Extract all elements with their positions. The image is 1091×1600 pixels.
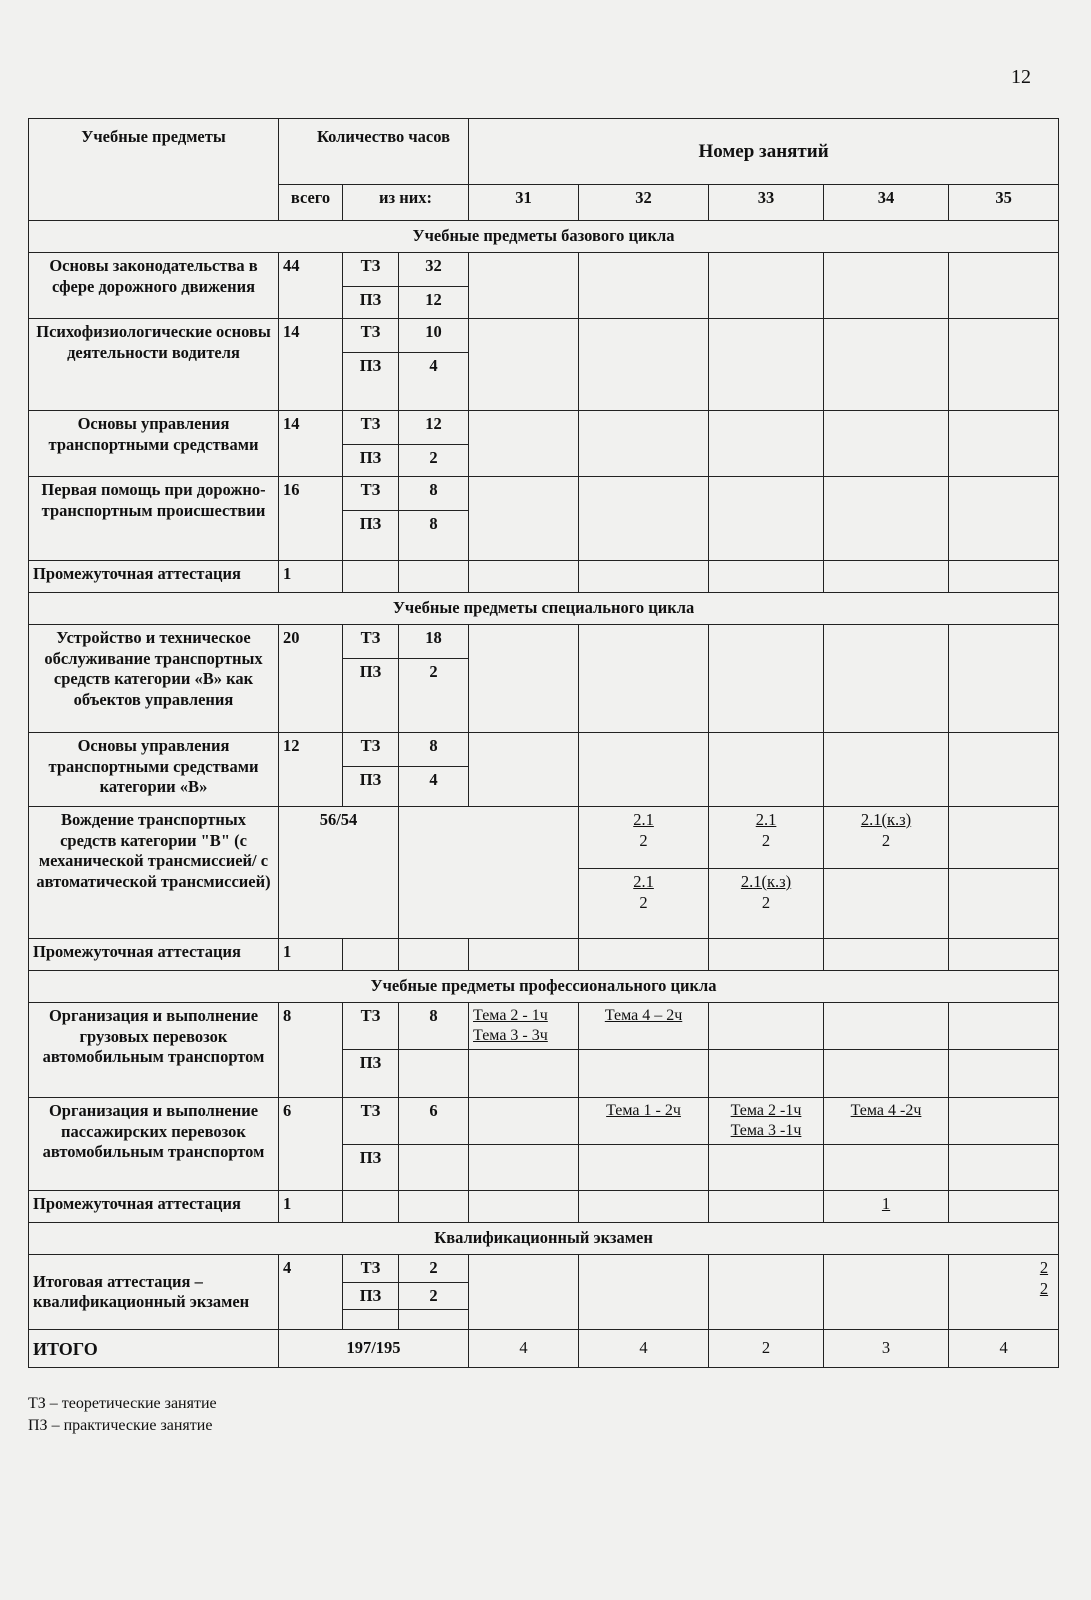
subject-name: Основы законодательства в сфере дорожного движения [29,253,279,319]
lesson-code: 2.1 [755,810,777,829]
subject-name: Итоговая аттестация – квалификационный экзамен [29,1255,279,1330]
lesson-hours: 2 [639,830,648,850]
tz-label: ТЗ [343,253,399,287]
tz-hours: 32 [399,253,469,287]
subject-name: Первая помощь при дорожно-транспортным происшествии [29,477,279,561]
topic-entry: Тема 3 - 3ч [473,1027,548,1044]
subject-name: Организация и выполнение пассажирских перевозок автомобильным транспортом [29,1098,279,1191]
lesson-total: 4 [949,1330,1059,1368]
interim-lesson-value: 1 [881,1194,891,1213]
subject-name: Организация и выполнение грузовых перевозок автомобильным транспортом [29,1003,279,1098]
pz-label: ПЗ [343,659,399,733]
lesson-number: 31 [469,185,579,221]
lesson-schedule-table [28,118,1059,1368]
tz-hours: 10 [399,319,469,353]
header-hours: Количество часов [279,119,469,185]
subject-name: Основы управления транспортными средствами [29,411,279,477]
tz-hours: 8 [399,1003,469,1050]
pz-label: ПЗ [343,1282,399,1310]
subject-name: Основы управления транспортными средствами категории «В» [29,733,279,807]
pz-label: ПЗ [343,1145,399,1191]
lesson-total: 4 [469,1330,579,1368]
subject-name: Устройство и техническое обслуживание транспортных средств категории «В» как объектов управления [29,625,279,733]
tz-hours: 8 [399,733,469,767]
pz-hours: 2 [399,445,469,477]
header-subjects: Учебные предметы [29,119,279,221]
subject-total-hours: 6 [279,1098,343,1191]
tz-hours: 12 [399,411,469,445]
header-total: всего [279,185,343,221]
lesson-total: 3 [824,1330,949,1368]
section-qualification-exam: Квалификационный экзамен [29,1223,1059,1255]
pz-label: ПЗ [343,1050,399,1098]
tz-label: ТЗ [343,477,399,511]
tz-label: ТЗ [343,625,399,659]
tz-hours: 8 [399,477,469,511]
lesson-number: 33 [709,185,824,221]
subject-total-hours: 16 [279,477,343,561]
tz-label: ТЗ [343,1098,399,1145]
pz-label: ПЗ [343,353,399,411]
tz-label: ТЗ [343,1255,399,1283]
lesson-hours: 2 [761,892,771,912]
subject-total-hours: 20 [279,625,343,733]
pz-hours: 2 [399,659,469,733]
topic-entry: Тема 2 -1ч [730,1102,802,1119]
interim-attestation-value: 1 [279,561,343,593]
pz-hours: 4 [399,767,469,807]
pz-hours: 2 [399,1282,469,1310]
lesson-hours: 2 [761,830,771,850]
topic-entry: Тема 3 -1ч [730,1122,802,1139]
totals-label: ИТОГО [29,1330,279,1368]
subject-total-hours: 14 [279,319,343,411]
pz-label: ПЗ [343,511,399,561]
subject-total-hours: 4 [279,1255,343,1330]
lesson-code: 2.1(к.з) [740,872,792,891]
tz-label: ТЗ [343,733,399,767]
interim-attestation-label: Промежуточная аттестация [29,1191,279,1223]
interim-attestation-label: Промежуточная аттестация [29,561,279,593]
subject-name: Психофизиологические основы деятельности водителя [29,319,279,411]
lesson-total: 4 [579,1330,709,1368]
section-professional-cycle: Учебные предметы профессионального цикла [29,971,1059,1003]
interim-attestation-value: 1 [279,1191,343,1223]
tz-hours: 6 [399,1098,469,1145]
lesson-number: 32 [579,185,709,221]
header-of-them: из них: [343,185,469,221]
interim-attestation-value: 1 [279,939,343,971]
section-basic-cycle: Учебные предметы базового цикла [29,221,1059,253]
lesson-hours: 2 [639,892,648,912]
tz-label: ТЗ [343,319,399,353]
header-lessons: Номер занятий [469,119,1059,185]
legend-pz: ПЗ – практические занятие [28,1417,213,1434]
pz-hours: 4 [399,353,469,411]
driving-total-hours: 56/54 [279,807,399,939]
subject-total-hours: 12 [279,733,343,807]
section-special-cycle: Учебные предметы специального цикла [29,593,1059,625]
lesson-number: 35 [949,185,1059,221]
subject-total-hours: 44 [279,253,343,319]
subject-total-hours: 8 [279,1003,343,1098]
tz-label: ТЗ [343,1003,399,1050]
legend-tz: ТЗ – теоретические занятие [28,1395,217,1412]
totals-value: 197/195 [279,1330,469,1368]
pz-hours: 12 [399,287,469,319]
lesson-code: 2.1(к.з) [860,810,912,829]
tz-hours: 18 [399,625,469,659]
subject-total-hours: 14 [279,411,343,477]
pz-label: ПЗ [343,287,399,319]
lesson-code: 2.1 [633,810,654,829]
subject-name: Вождение транспортных средств категории "В" (с механической трансмиссией/ с автоматической трансмиссией) [29,807,279,939]
exam-hours: 2 [1039,1258,1049,1277]
topic-entry: Тема 4 -2ч [850,1102,922,1119]
pz-label: ПЗ [343,767,399,807]
pz-label: ПЗ [343,445,399,477]
topic-entry: Тема 1 - 2ч [606,1102,681,1119]
tz-hours: 2 [399,1255,469,1283]
topic-entry: Тема 4 – 2ч [604,1007,683,1024]
pz-hours: 8 [399,511,469,561]
topic-entry: Тема 2 - 1ч [473,1007,548,1024]
page-number: 12 [1011,66,1031,88]
lesson-number: 34 [824,185,949,221]
lesson-total: 2 [709,1330,824,1368]
lesson-code: 2.1 [633,872,654,891]
exam-hours: 2 [1039,1278,1049,1298]
tz-label: ТЗ [343,411,399,445]
lesson-hours: 2 [881,830,891,850]
interim-attestation-label: Промежуточная аттестация [29,939,279,971]
